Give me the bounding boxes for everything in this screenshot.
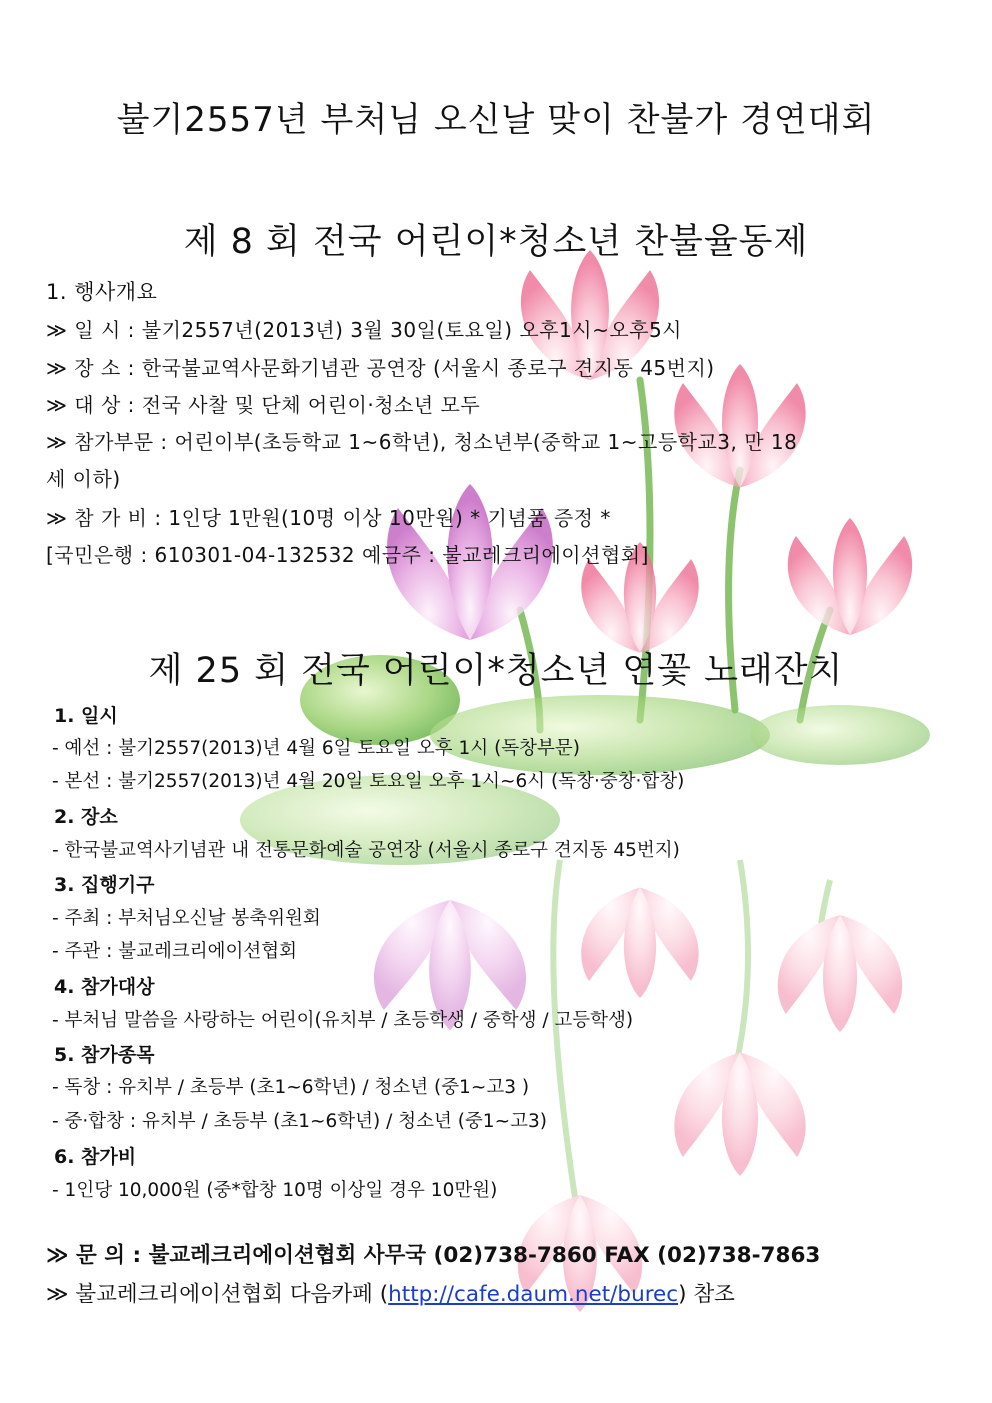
event1-title: 제 8 회 전국 어린이*청소년 찬불율동제	[183, 222, 809, 262]
contact-inquiry: ≫ 문 의 : 불교레크리에이션협회 사무국 (02)738-7860 FAX (02)738-7863	[46, 1243, 821, 1268]
event1-line-divisions-cont: 세 이하)	[46, 467, 121, 491]
event2-heading-organizers: 3. 집행기구	[54, 874, 155, 896]
event1-line-divisions: ≫ 참가부문 : 어린이부(초등학교 1~6학년), 청소년부(중학교 1~고등학교3, 만 18	[46, 430, 798, 454]
event2-line: - 예선 : 불기2557(2013)년 4월 6일 토요일 오후 1시 (독창부문)	[52, 738, 580, 759]
event2-line: - 1인당 10,000원 (중*합창 10명 이상일 경우 10만원)	[52, 1180, 498, 1201]
event2-line: - 독창 : 유치부 / 초등부 (초1~6학년) / 청소년 (중1~고3 )	[52, 1077, 530, 1098]
event2-line: - 본선 : 불기2557(2013)년 4월 20일 토요일 오후 1시~6시 (독창·중창·합창)	[52, 771, 685, 792]
event2-heading-schedule: 1. 일시	[54, 705, 118, 727]
event2-line: - 주관 : 불교레크리에이션협회	[52, 941, 298, 962]
event2-line: - 주최 : 부처님오신날 봉축위원회	[52, 908, 321, 929]
event1-section-heading: 1. 행사개요	[46, 280, 158, 304]
event2-heading-fee: 6. 참가비	[54, 1146, 137, 1168]
event1-line-target: ≫ 대 상 : 전국 사찰 및 단체 어린이·청소년 모두	[46, 393, 481, 417]
main-title: 불기2557년 부처님 오신날 맞이 찬불가 경연대회	[116, 100, 876, 140]
event2-heading-venue: 2. 장소	[54, 806, 118, 828]
event1-line-venue: ≫ 장 소 : 한국불교역사문화기념관 공연장 (서울시 종로구 견지동 45번지)	[46, 356, 715, 380]
event2-title: 제 25 회 전국 어린이*청소년 연꽃 노래잔치	[148, 651, 844, 691]
cafe-prefix: ≫ 불교레크리에이션협회 다음카페 (	[46, 1282, 389, 1307]
event1-line-date: ≫ 일 시 : 불기2557년(2013년) 3월 30일(토요일) 오후1시~오후5시	[46, 318, 683, 342]
event2-heading-categories: 5. 참가종목	[54, 1044, 155, 1066]
contact-cafe	[46, 1282, 735, 1308]
event2-heading-eligibility: 4. 참가대상	[54, 976, 155, 998]
event1-line-fee: ≫ 참 가 비 : 1인당 1만원(10명 이상 10만원) * 기념품 증정 *	[46, 506, 611, 530]
event2-line: - 한국불교역사기념관 내 전통문화예술 공연장 (서울시 종로구 견지동 45번지)	[52, 840, 680, 861]
event2-line: - 부처님 말씀을 사랑하는 어린이(유치부 / 초등학생 / 중학생 / 고등학생)	[52, 1010, 634, 1031]
cafe-link[interactable]: http://cafe.daum.net/burec	[388, 1282, 679, 1307]
event1-line-bank: [국민은행 : 610301-04-132532 예금주 : 불교레크리에이션협회]	[46, 543, 649, 567]
event2-line: - 중·합창 : 유치부 / 초등부 (초1~6학년) / 청소년 (중1~고3)	[52, 1111, 547, 1132]
cafe-suffix: ) 참조	[678, 1282, 735, 1307]
